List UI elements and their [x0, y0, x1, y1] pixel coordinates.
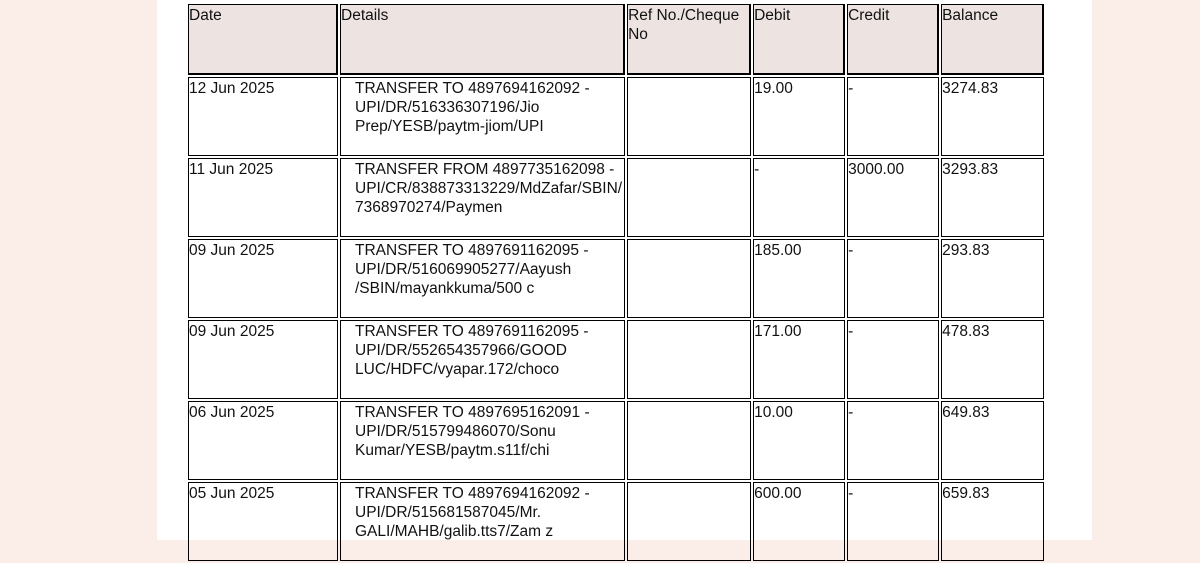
cell-balance: 3274.83	[941, 77, 1044, 156]
cell-date: 11 Jun 2025	[188, 158, 338, 237]
table-row	[188, 158, 1044, 237]
table-row	[188, 401, 1044, 480]
table-row	[188, 320, 1044, 399]
cell-details: TRANSFER TO 4897691162095 - UPI/DR/516069905277/Aayush /SBIN/mayankkuma/500 c	[340, 239, 625, 318]
cell-debit: 185.00	[753, 239, 845, 318]
cell-ref	[627, 158, 751, 237]
cell-credit: -	[847, 77, 939, 156]
cell-date: 09 Jun 2025	[188, 239, 338, 318]
cell-balance: 478.83	[941, 320, 1044, 399]
cell-ref	[627, 320, 751, 399]
cell-credit: -	[847, 401, 939, 480]
statement-page	[157, 0, 1092, 540]
header-details: Details	[340, 4, 625, 75]
header-debit: Debit	[753, 4, 845, 75]
header-ref: Ref No./Cheque No	[627, 4, 751, 75]
cell-date: 05 Jun 2025	[188, 482, 338, 561]
header-balance: Balance	[941, 4, 1044, 75]
cell-details: TRANSFER TO 4897691162095 - UPI/DR/552654357966/GOOD LUC/HDFC/vyapar.172/choco	[340, 320, 625, 399]
table-row	[188, 77, 1044, 156]
cell-balance: 649.83	[941, 401, 1044, 480]
cell-debit: 19.00	[753, 77, 845, 156]
cell-balance: 3293.83	[941, 158, 1044, 237]
cell-credit: 3000.00	[847, 158, 939, 237]
cell-ref	[627, 239, 751, 318]
cell-debit: 600.00	[753, 482, 845, 561]
cell-date: 06 Jun 2025	[188, 401, 338, 480]
cell-balance: 659.83	[941, 482, 1044, 561]
cell-credit: -	[847, 239, 939, 318]
cell-date: 12 Jun 2025	[188, 77, 338, 156]
cell-date: 09 Jun 2025	[188, 320, 338, 399]
cell-credit: -	[847, 320, 939, 399]
cell-ref	[627, 401, 751, 480]
cell-balance: 293.83	[941, 239, 1044, 318]
header-date: Date	[188, 4, 338, 75]
transactions-table	[186, 2, 1046, 563]
cell-debit: 10.00	[753, 401, 845, 480]
cell-details: TRANSFER TO 4897695162091 - UPI/DR/515799486070/Sonu Kumar/YESB/paytm.s11f/chi	[340, 401, 625, 480]
table-row	[188, 482, 1044, 561]
cell-details: TRANSFER TO 4897694162092 - UPI/DR/516336307196/Jio Prep/YESB/paytm-jiom/UPI	[340, 77, 625, 156]
cell-debit: 171.00	[753, 320, 845, 399]
cell-ref	[627, 482, 751, 561]
table-header-row	[188, 4, 1044, 75]
cell-credit: -	[847, 482, 939, 561]
cell-details: TRANSFER TO 4897694162092 - UPI/DR/515681587045/Mr. GALI/MAHB/galib.tts7/Zam z	[340, 482, 625, 561]
table-row	[188, 239, 1044, 318]
cell-details: TRANSFER FROM 4897735162098 - UPI/CR/838873313229/MdZafar/SBIN/ 7368970274/Paymen	[340, 158, 625, 237]
cell-ref	[627, 77, 751, 156]
header-credit: Credit	[847, 4, 939, 75]
cell-debit: -	[753, 158, 845, 237]
